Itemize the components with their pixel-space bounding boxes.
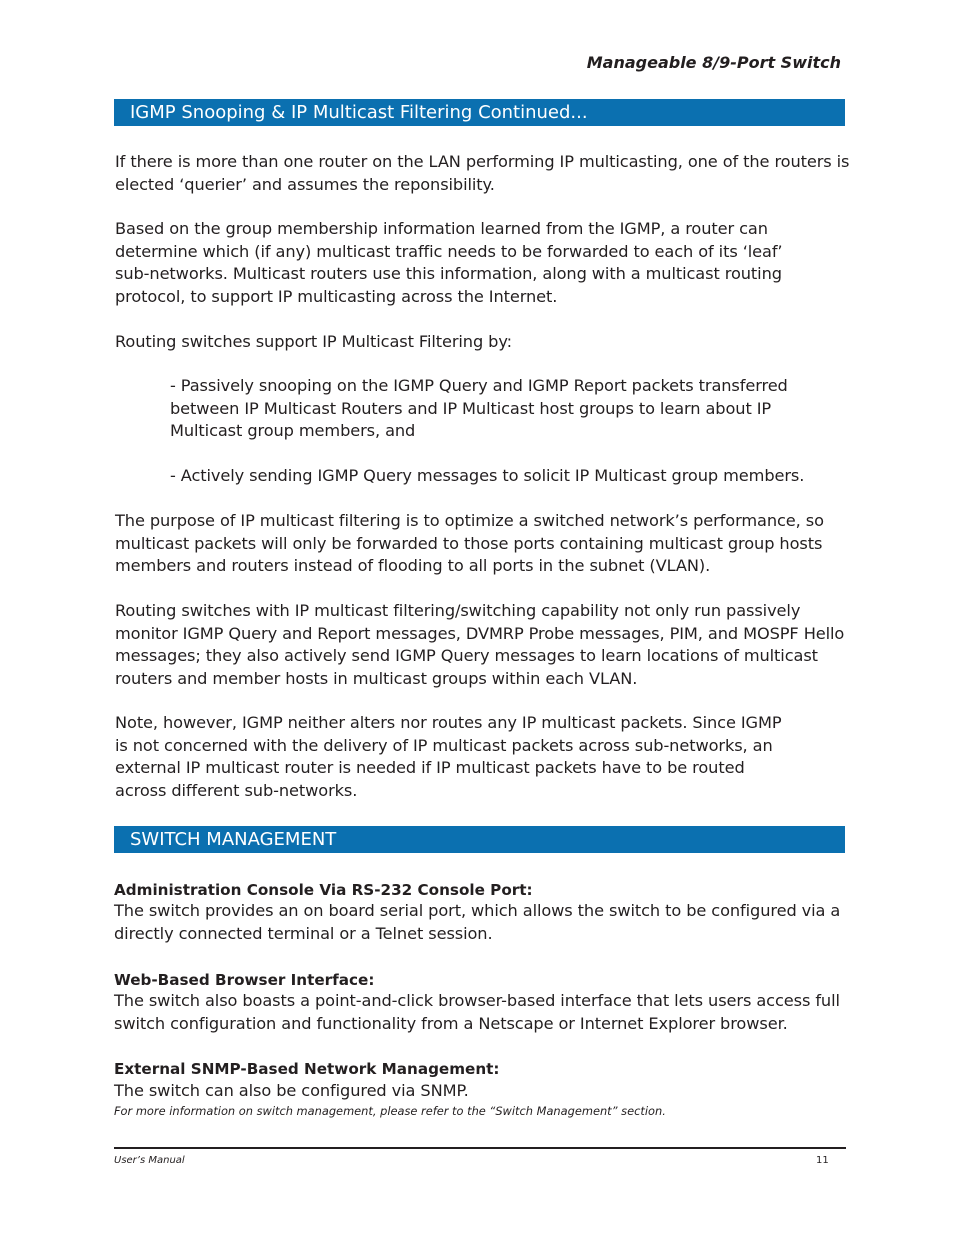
section-heading-switch-management: SWITCH MANAGEMENT <box>114 826 845 853</box>
section-heading-igmp: IGMP Snooping & IP Multicast Filtering Continued... <box>114 99 845 126</box>
paragraph-querier: If there is more than one router on the LAN performing IP multicasting, one of the routers is elected ‘querier’ and assumes the reponsibility. <box>115 152 850 194</box>
paragraph-web-browser: The switch also boasts a point-and-click browser-based interface that lets users access full switch configuration and functionality from a Netscape or Internet Explorer browser. <box>114 991 840 1033</box>
paragraph-igmp-note: Note, however, IGMP neither alters nor routes any IP multicast packets. Since IGMP is not concerned with the delivery of IP multicast packets across sub-networks, an external IP multicast router is needed if IP multicast packets have to be routed across different sub-networks. <box>115 713 782 800</box>
list-item-active-query: - Actively sending IGMP Query messages to solicit IP Multicast group members. <box>170 466 805 485</box>
paragraph-routing-switches-intro: Routing switches support IP Multicast Filtering by: <box>115 332 513 351</box>
paragraph-filtering-purpose: The purpose of IP multicast filtering is to optimize a switched network’s performance, so multicast packets will only be forwarded to those ports containing multicast group hosts members and routers instead of flooding to all ports in the subnet (VLAN). <box>115 511 824 575</box>
subheading-snmp: External SNMP-Based Network Management: <box>114 1060 500 1078</box>
paragraph-console-port: The switch provides an on board serial port, which allows the switch to be configured via a directly connected terminal or a Telnet session. <box>114 901 841 943</box>
list-item-passive-snooping: - Passively snooping on the IGMP Query and IGMP Report packets transferred between IP Multicast Routers and IP Multicast host groups to learn about IP Multicast group members, and <box>170 376 788 440</box>
footer-manual-label: User’s Manual <box>114 1155 185 1166</box>
subheading-web-browser: Web-Based Browser Interface: <box>114 971 375 989</box>
footer-divider <box>114 1147 846 1149</box>
subheading-console-port: Administration Console Via RS-232 Console Port: <box>114 881 533 899</box>
paragraph-snmp: The switch can also be configured via SNMP. <box>114 1081 469 1100</box>
paragraph-group-membership: Based on the group membership information learned from the IGMP, a router can determine which (if any) multicast traffic needs to be forwarded to each of its ‘leaf’ sub-networks. Multicast routers use this information, along with a multicast routing protocol, to support IP multicasting across the Internet. <box>115 219 783 306</box>
footer-page-number: 11 <box>816 1155 829 1166</box>
document-header-title: Manageable 8/9-Port Switch <box>586 53 841 72</box>
paragraph-routing-capability: Routing switches with IP multicast filtering/switching capability not only run passively monitor IGMP Query and Report messages, DVMRP Probe messages, PIM, and MOSPF Hello messages; they also actively send IGMP Query messages to learn locations of multicast routers and member hosts in multicast groups within each VLAN. <box>115 601 845 688</box>
reference-note: For more information on switch management, please refer to the “Switch Management” section. <box>114 1104 666 1118</box>
